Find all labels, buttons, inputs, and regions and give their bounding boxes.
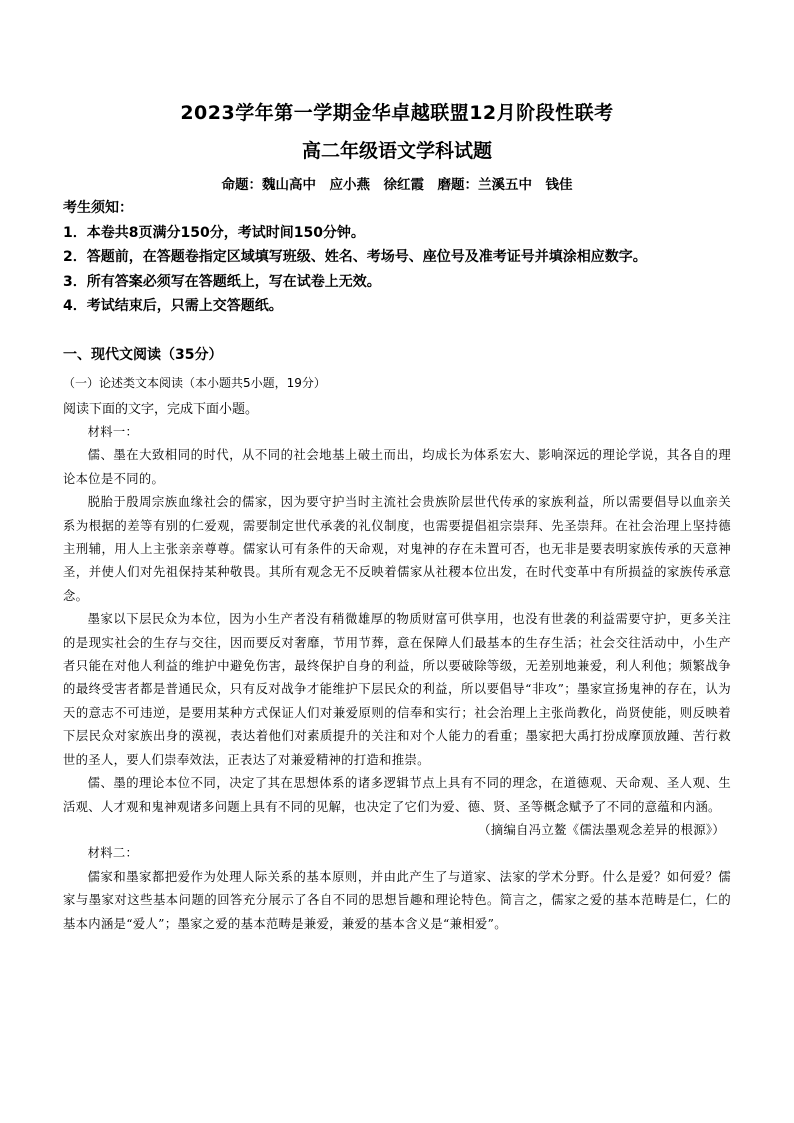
material1-paragraph: 墨家以下层民众为本位，因为小生产者没有稍微雄厚的物质财富可供享用，也没有世袭的利益需要守护，更多关注的是现实社会的生存与交往，因而要反对奢靡，节用节葬，意在保障人们最基本的生存生活；社会交往活动中，小生产者只能在对他人利益的维护中避免伤害，最终保护自身的利益，所以要破除等级，无差别地兼爱，利人利他；频繁战争的最终受害者都是普通民众，只有反对战争才能维护下层民众的利益，所以要倡导“非攻”；墨家宣扬鬼神的存在，认为天的意志不可违逆，是要用某种方式保证人们对兼爱原则的信奉和实行；社会治理上主张尚教化，尚贤使能，则反映着下层民众对家族出身的漠视，表达着他们对素质提升的关注和对个人能力的看重；墨家把大禹打扮成摩顶放踵、苦行救世的圣人，要人们崇奉效法，正表达了对兼爱精神的打造和推崇。 xyxy=(63,612,731,767)
section-heading: 一、现代文阅读（35分） xyxy=(63,347,223,363)
notice-heading: 考生须知： xyxy=(63,200,133,216)
material1-paragraph: 脱胎于殷周宗族血缘社会的儒家，因为要守护当时主流社会贵族阶层世代传承的家族利益，所以需要倡导以血亲关系为根据的差等有别的仁爱观，需要制定世代承袭的礼仪制度，也需要提倡祖宗崇拜、先圣崇拜。在社会治理上坚持德主刑辅，用人上主张亲亲尊尊。儒家认可有条件的天命观，对鬼神的存在未置可否，也无非是要表明家族传承的天意神圣，并使人们对先祖保持某种敬畏。其所有观念无不反映着儒家从社稷本位出发，在时代变革中有所损益的家族传承意念。 xyxy=(63,495,731,603)
notice-item-1: 1．本卷共8页满分150分，考试时间150分钟。 xyxy=(63,224,365,241)
exam-authors: 命题：魏山高中 应小燕 徐红霞 磨题：兰溪五中 钱佳 xyxy=(221,177,573,193)
material1-source: （摘编自冯立鳌《儒法墨观念差异的根源》） xyxy=(478,822,725,837)
reading-passage xyxy=(63,421,731,936)
notice-item-3: 3．所有答案必须写在答题纸上，写在试卷上无效。 xyxy=(63,273,381,290)
material1-paragraph: 儒、墨在大致相同的时代，从不同的社会地基上破土而出，均成长为体系宏大、影响深远的理论学说，其各自的理论本位是不同的。 xyxy=(63,448,731,486)
exam-subtitle: 高二年级语文学科试题 xyxy=(301,140,492,162)
material1-paragraph: 儒、墨的理论本位不同，决定了其在思想体系的诸多逻辑节点上具有不同的理念，在道德观、天命观、圣人观、生活观、人才观和鬼神观诸多问题上具有不同的见解，也决定了它们为爱、德、贤、圣等概念赋予了不同的意蕴和内涵。 xyxy=(63,776,731,814)
material2-label: 材料二： xyxy=(87,846,139,861)
reading-instruction: 阅读下面的文字，完成下面小题。 xyxy=(63,402,259,417)
material1-label: 材料一： xyxy=(87,425,139,439)
notice-item-2: 2．答题前，在答题卷指定区域填写班级、姓名、考场号、座位号及准考证号并填涂相应数字。 xyxy=(63,249,647,265)
candidate-notice xyxy=(63,196,743,319)
subsection-heading: （一）论述类文本阅读（本小题共5小题，19分） xyxy=(63,376,326,390)
notice-item-4: 4．考试结束后，只需上交答题纸。 xyxy=(63,298,283,314)
exam-title: 2023学年第一学期金华卓越联盟12月阶段性联考 xyxy=(180,102,614,124)
material2-paragraph: 儒家和墨家都把爱作为处理人际关系的基本原则，并由此产生了与道家、法家的学术分野。什么是爱？如何爱？儒家与墨家对这些基本问题的回答充分展示了各自不同的思想旨趣和理论特色。简言之，儒家之爱的基本范畴是仁，仁的基本内涵是“爱人”；墨家之爱的基本范畴是兼爱，兼爱的基本含义是“兼相爱”。 xyxy=(63,869,731,931)
